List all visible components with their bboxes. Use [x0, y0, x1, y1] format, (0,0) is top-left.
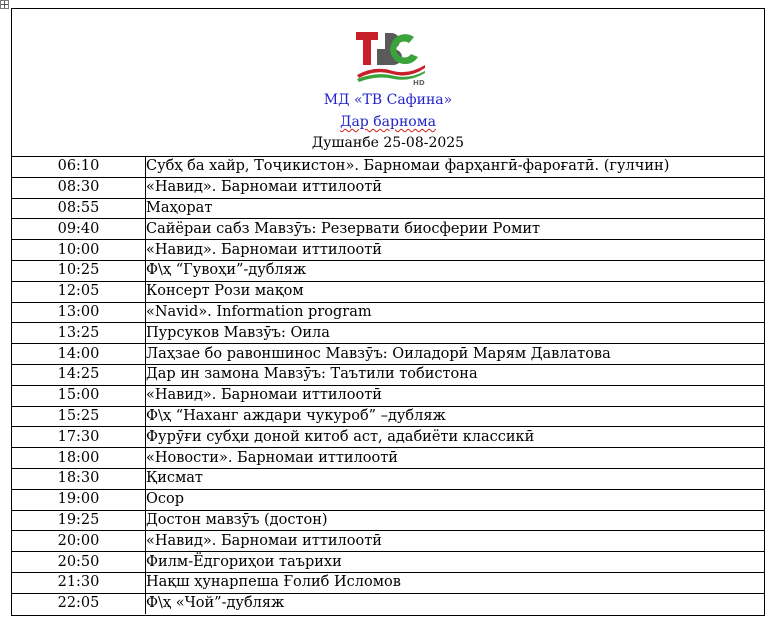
channel-logo	[355, 29, 427, 87]
program-time: 15:00	[12, 385, 146, 406]
program-title: Қисмат	[146, 468, 765, 489]
program-time: 10:25	[12, 260, 146, 281]
program-title: Дар ин замона Мавзӯъ: Таътили тобистона	[146, 364, 765, 385]
table-row	[12, 448, 764, 469]
program-title: «Навид». Барномаи иттилоотӣ	[146, 177, 765, 198]
program-title: «Навид». Барномаи иттилоотӣ	[146, 240, 765, 261]
program-time: 19:00	[12, 489, 146, 510]
program-time: 08:55	[12, 198, 146, 219]
program-time: 22:05	[12, 593, 146, 613]
table-row	[12, 593, 764, 613]
tvs-logo-icon	[355, 29, 427, 87]
program-time: 19:25	[12, 510, 146, 531]
program-title: Ф\ҳ “Наханг аждари чукуроб” –дубляж	[146, 406, 765, 427]
table-row	[12, 302, 764, 323]
table-row	[12, 468, 764, 489]
table-row	[12, 177, 764, 198]
table-row	[12, 364, 764, 385]
program-time: 12:05	[12, 281, 146, 302]
program-title: Филм-Ёдгориҳои таърихи	[146, 552, 765, 573]
program-time: 13:25	[12, 323, 146, 344]
schedule-table	[12, 157, 764, 614]
program-title: Субҳ ба хайр, Тоҷикистон». Барномаи фарҳангӣ-фароғатӣ. (гулчин)	[146, 157, 765, 177]
program-title: Осор	[146, 489, 765, 510]
program-time: 15:25	[12, 406, 146, 427]
table-row	[12, 240, 764, 261]
program-title: Фурӯғи субҳи доной китоб аст, адабиёти классикӣ	[146, 427, 765, 448]
program-time: 14:25	[12, 364, 146, 385]
program-time: 18:00	[12, 448, 146, 469]
program-title: Маҳорат	[146, 198, 765, 219]
schedule-document	[11, 8, 765, 616]
table-row	[12, 489, 764, 510]
table-row	[12, 427, 764, 448]
table-row	[12, 385, 764, 406]
program-time: 18:30	[12, 468, 146, 489]
program-title: Достон мавзӯъ (достон)	[146, 510, 765, 531]
table-row	[12, 198, 764, 219]
program-title: «Навид». Барномаи иттилоотӣ	[146, 531, 765, 552]
schedule-header	[12, 9, 764, 157]
program-title: Пурсуков Мавзӯъ: Оила	[146, 323, 765, 344]
document-date: Душанбе 25-08-2025	[311, 135, 465, 151]
table-row	[12, 572, 764, 593]
table-row	[12, 344, 764, 365]
program-time: 20:50	[12, 552, 146, 573]
table-row	[12, 323, 764, 344]
table-row	[12, 510, 764, 531]
program-time: 14:00	[12, 344, 146, 365]
program-time: 21:30	[12, 572, 146, 593]
table-row	[12, 281, 764, 302]
program-title: Ф\ҳ “Гувоҳи”-дубляж	[146, 260, 765, 281]
table-row	[12, 260, 764, 281]
program-time: 13:00	[12, 302, 146, 323]
program-title: «Новости». Барномаи иттилоотӣ	[146, 448, 765, 469]
table-row	[12, 219, 764, 240]
table-move-handle-icon[interactable]	[0, 0, 9, 9]
document-subtitle: Дар барнома	[340, 114, 436, 130]
table-row	[12, 552, 764, 573]
program-time: 17:30	[12, 427, 146, 448]
program-time: 08:30	[12, 177, 146, 198]
program-time: 10:00	[12, 240, 146, 261]
program-title: «Navid». Information program	[146, 302, 765, 323]
company-name: МД «ТВ Сафина»	[323, 92, 453, 108]
program-title: Ф\ҳ «Чой”-дубляж	[146, 595, 285, 612]
program-time: 09:40	[12, 219, 146, 240]
program-title: Лаҳзае бо равоншинос Мавзӯъ: Оиладорӣ Марям Давлатова	[146, 344, 765, 365]
program-title: «Навид». Барномаи иттилоотӣ	[146, 385, 765, 406]
program-time: 20:00	[12, 531, 146, 552]
program-time: 06:10	[12, 157, 146, 177]
program-title: Сайёраи сабз Мавзӯъ: Резервати биосферии Ромит	[146, 219, 765, 240]
svg-text:HD: HD	[413, 79, 425, 87]
table-row	[12, 531, 764, 552]
program-title: Консерт Рози мақом	[146, 281, 765, 302]
table-row	[12, 406, 764, 427]
program-title: Нақш ҳунарпеша Ғолиб Исломов	[146, 572, 765, 593]
table-row	[12, 157, 764, 177]
